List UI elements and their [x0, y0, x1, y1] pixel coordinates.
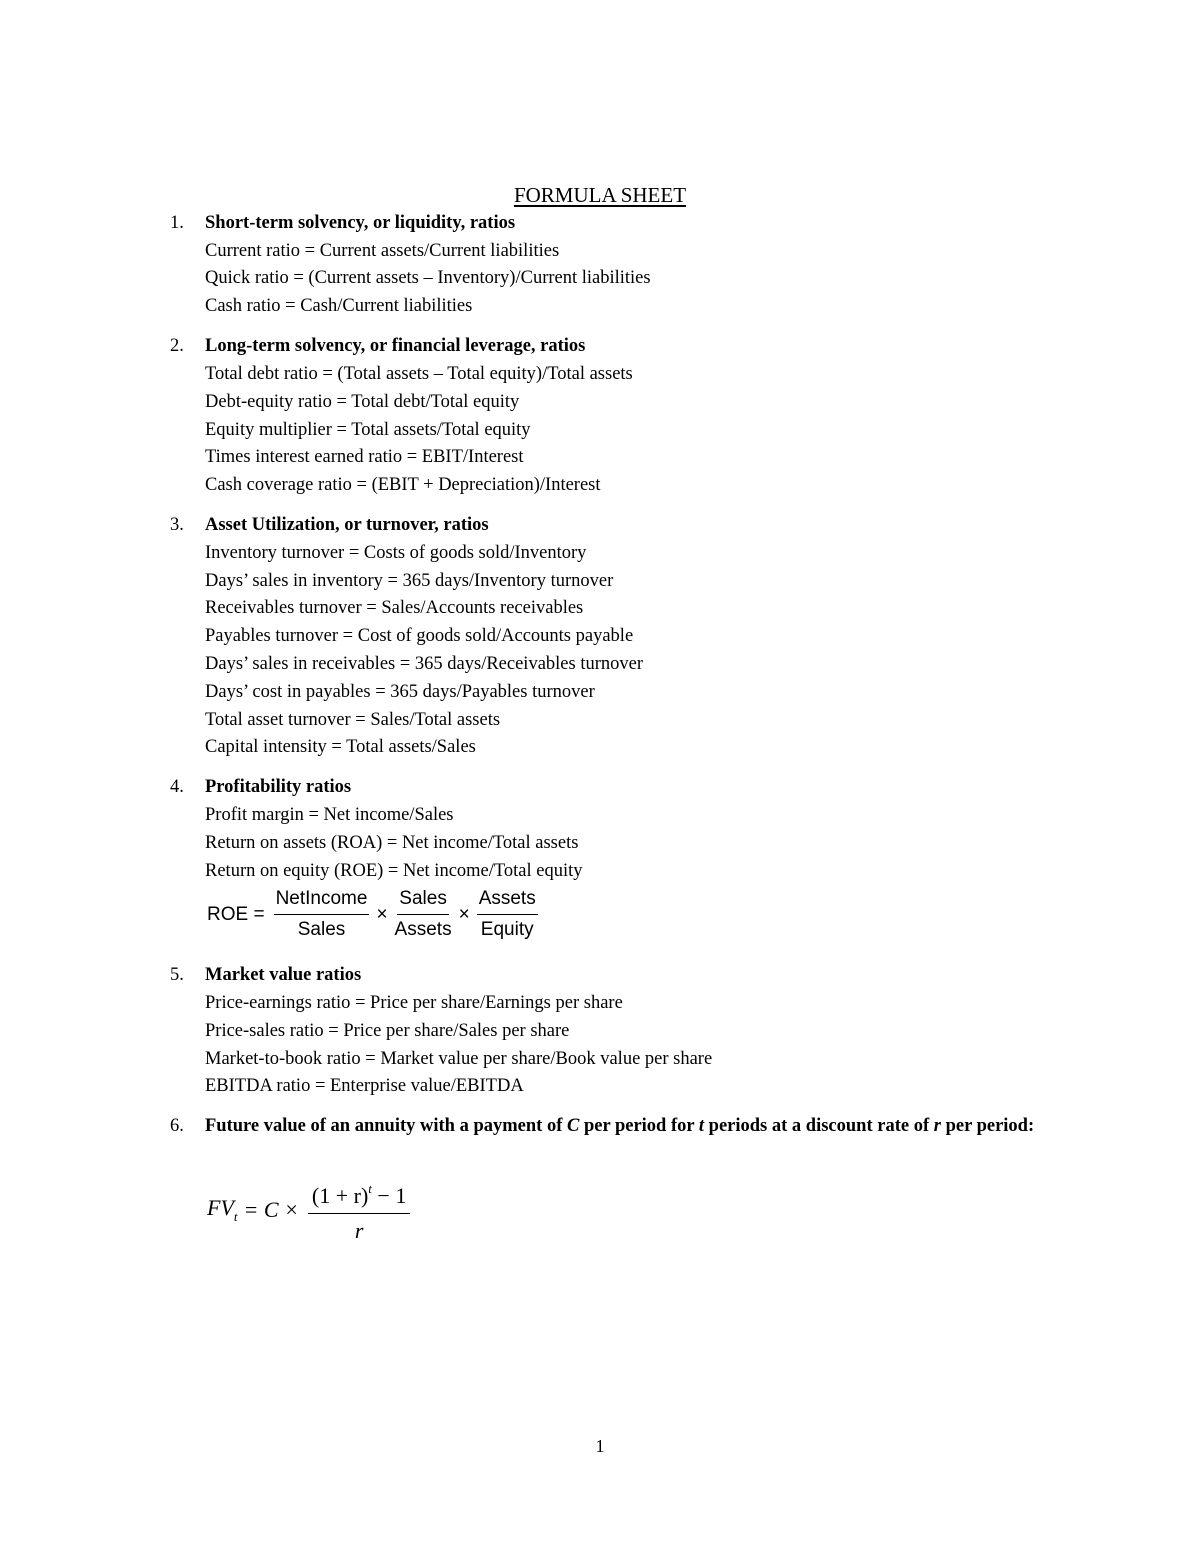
- fraction-net-income-sales: [274, 887, 370, 942]
- formula-line: EBITDA ratio = Enterprise value/EBITDA: [205, 1076, 524, 1096]
- formula-line: Days’ sales in inventory = 365 days/Inventory turnover: [205, 571, 614, 591]
- section-number: 2.: [170, 336, 184, 356]
- formula-line: Price-sales ratio = Price per share/Sales per share: [205, 1021, 570, 1041]
- section-number: 5.: [170, 965, 184, 985]
- section-number: 4.: [170, 777, 184, 797]
- variable-r: r: [933, 1116, 941, 1136]
- fv-fraction: [308, 1176, 410, 1244]
- fraction-numerator: NetIncome: [274, 887, 370, 915]
- fraction-assets-equity: [477, 887, 538, 942]
- heading-text: periods at a discount rate of: [704, 1116, 934, 1136]
- section-number: 1.: [170, 213, 184, 233]
- heading-text: per period for: [579, 1116, 699, 1136]
- fv-annuity-formula: [207, 1176, 413, 1244]
- section-heading: [205, 1112, 1065, 1140]
- variable-t: t: [698, 1116, 705, 1136]
- formula-line: Price-earnings ratio = Price per share/Earnings per share: [205, 993, 623, 1013]
- times-operator: ×: [376, 903, 388, 925]
- formula-line: Inventory turnover = Costs of goods sold/Inventory: [205, 543, 587, 563]
- formula-line: Total debt ratio = (Total assets – Total equity)/Total assets: [205, 364, 633, 384]
- fraction-denominator: Assets: [394, 919, 452, 940]
- formula-line: Days’ sales in receivables = 365 days/Receivables turnover: [205, 654, 644, 674]
- times-operator: ×: [458, 903, 470, 925]
- fraction-numerator: $(1 + r)^t - 1$: [308, 1176, 410, 1214]
- formula-line: Current ratio = Current assets/Current liabilities: [205, 241, 560, 261]
- formula-line: Cash ratio = Cash/Current liabilities: [205, 296, 473, 316]
- section-heading: Short-term solvency, or liquidity, ratios: [205, 213, 516, 233]
- formula-line: Profit margin = Net income/Sales: [205, 805, 454, 825]
- fv-equals-c-times: = C ×: [243, 1197, 299, 1222]
- variable-c: C: [566, 1116, 580, 1136]
- roe-dupont-formula: [207, 887, 541, 942]
- heading-text: per period:: [940, 1116, 1035, 1136]
- page-number: 1: [595, 1436, 605, 1456]
- roe-lhs: ROE =: [207, 903, 265, 925]
- fraction-numerator: Assets: [477, 887, 538, 915]
- fraction-denominator: Sales: [297, 919, 346, 940]
- formula-line: Times interest earned ratio = EBIT/Interest: [205, 447, 524, 467]
- fv-symbol: $FV_t$: [207, 1195, 238, 1224]
- page-title: FORMULA SHEET: [513, 183, 687, 207]
- section-heading: Market value ratios: [205, 965, 362, 985]
- formula-line: Debt-equity ratio = Total debt/Total equity: [205, 392, 520, 412]
- formula-line: Quick ratio = (Current assets – Inventory)/Current liabilities: [205, 268, 651, 288]
- fraction-denominator: r: [354, 1218, 364, 1243]
- section-number: 6.: [170, 1116, 184, 1136]
- formula-line: Return on assets (ROA) = Net income/Total assets: [205, 833, 579, 853]
- fraction-sales-assets: [395, 887, 452, 942]
- formula-line: Payables turnover = Cost of goods sold/Accounts payable: [205, 626, 634, 646]
- formula-line: Return on equity (ROE) = Net income/Total equity: [205, 861, 583, 881]
- section-heading: Asset Utilization, or turnover, ratios: [205, 515, 489, 535]
- section-heading: Profitability ratios: [205, 777, 352, 797]
- formula-line: Days’ cost in payables = 365 days/Payables turnover: [205, 682, 595, 702]
- formula-line: Equity multiplier = Total assets/Total equity: [205, 420, 531, 440]
- exponent-t: t: [368, 1181, 372, 1196]
- section-number: 3.: [170, 515, 184, 535]
- formula-line: Receivables turnover = Sales/Accounts receivables: [205, 598, 584, 618]
- fraction-denominator: Equity: [480, 919, 534, 940]
- fraction-numerator: Sales: [397, 887, 449, 915]
- fv-subscript: t: [233, 1209, 238, 1224]
- formula-line: Total asset turnover = Sales/Total assets: [205, 710, 501, 730]
- heading-text: Future value of an annuity with a payment of: [205, 1116, 567, 1136]
- section-heading: Long-term solvency, or financial leverage, ratios: [205, 336, 586, 356]
- formula-line: Cash coverage ratio = (EBIT + Depreciation)/Interest: [205, 475, 601, 495]
- formula-line: Market-to-book ratio = Market value per share/Book value per share: [205, 1049, 713, 1069]
- formula-line: Capital intensity = Total assets/Sales: [205, 737, 476, 757]
